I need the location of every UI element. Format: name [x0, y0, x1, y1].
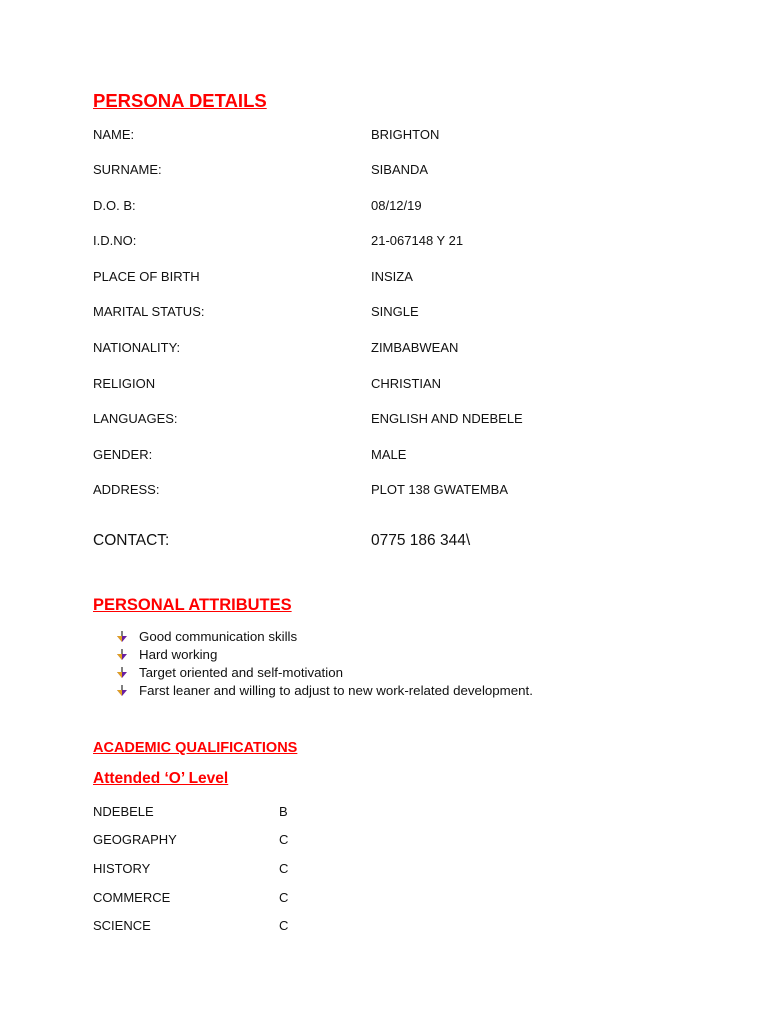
detail-label: I.D.NO:: [93, 233, 137, 248]
detail-value: SIBANDA: [371, 162, 429, 177]
detail-value: BRIGHTON: [371, 127, 440, 142]
detail-label: GENDER:: [93, 447, 153, 462]
subject-grade: C: [279, 861, 289, 876]
contact-value: 0775 186 344\: [371, 532, 471, 549]
arrow-bullet-icon: [115, 667, 129, 679]
detail-label: RELIGION: [93, 376, 156, 391]
attribute-text: Hard working: [139, 647, 218, 662]
attribute-text: Good communication skills: [139, 629, 298, 644]
subject-grade: C: [279, 890, 289, 905]
detail-label: PLACE OF BIRTH: [93, 269, 200, 284]
detail-label: NATIONALITY:: [93, 340, 181, 355]
list-item: [115, 664, 533, 682]
persona-details-heading: PERSONA DETAILS: [93, 90, 267, 111]
subject-name: GEOGRAPHY: [93, 832, 177, 847]
subject-name: NDEBELE: [93, 804, 154, 819]
detail-value: 08/12/19: [371, 198, 422, 213]
arrow-bullet-icon: [115, 685, 129, 697]
o-level-subheading: Attended ‘O’ Level: [93, 770, 229, 787]
detail-value: SINGLE: [371, 304, 419, 319]
detail-label: ADDRESS:: [93, 482, 160, 497]
list-item: [115, 628, 533, 646]
detail-value: 21-067148 Y 21: [371, 233, 464, 248]
arrow-bullet-icon: [115, 649, 129, 661]
subject-grade: C: [279, 832, 289, 847]
subject-name: SCIENCE: [93, 918, 151, 933]
personal-attributes-heading: PERSONAL ATTRIBUTES: [93, 596, 292, 614]
detail-value: INSIZA: [371, 269, 413, 284]
detail-label: SURNAME:: [93, 162, 162, 177]
subject-name: HISTORY: [93, 861, 151, 876]
arrow-bullet-icon: [115, 631, 129, 643]
detail-value: ENGLISH AND NDEBELE: [371, 411, 523, 426]
detail-value: MALE: [371, 447, 407, 462]
attribute-text: Target oriented and self-motivation: [139, 665, 343, 680]
detail-value: CHRISTIAN: [371, 376, 442, 391]
detail-label: NAME:: [93, 127, 135, 142]
list-item: [115, 646, 533, 664]
academic-qualifications-heading: ACADEMIC QUALIFICATIONS: [93, 740, 298, 756]
detail-label: LANGUAGES:: [93, 411, 178, 426]
list-item: [115, 682, 533, 700]
subject-grade: B: [279, 804, 288, 819]
detail-value: PLOT 138 GWATEMBA: [371, 482, 509, 497]
contact-label: CONTACT:: [93, 532, 170, 549]
detail-label: D.O. B:: [93, 198, 136, 213]
attributes-list: [115, 628, 533, 700]
subject-name: COMMERCE: [93, 890, 171, 905]
attribute-text: Farst leaner and willing to adjust to new work-related development.: [139, 683, 533, 698]
detail-value: ZIMBABWEAN: [371, 340, 459, 355]
subject-grade: C: [279, 918, 289, 933]
detail-label: MARITAL STATUS:: [93, 304, 205, 319]
